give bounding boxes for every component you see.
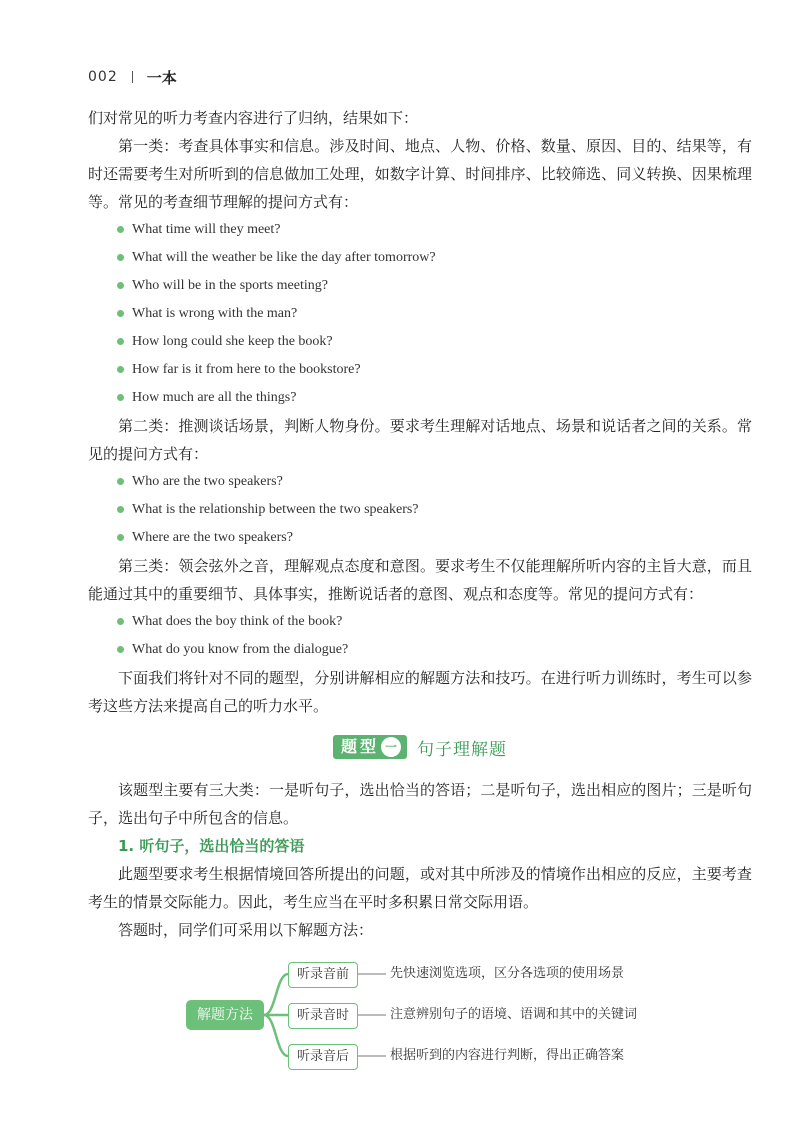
list-item: How far is it from here to the bookstore? (88, 356, 752, 384)
section-badge: 题型 一 (333, 735, 407, 759)
list-item: What time will they meet? (88, 216, 752, 244)
list-item: What will the weather be like the day after tomorrow? (88, 244, 752, 272)
connector-line (264, 974, 288, 1015)
diagram-step-after: 听录音后 (288, 1044, 358, 1070)
paragraph-category-3: 第三类：领会弦外之音，理解观点态度和意图。要求考生不仅能理解所听内容的主旨大意，而且能通过其中的重要细节、具体事实，推断说话者的意图、观点和态度等。常见的提问方式有： (88, 557, 752, 603)
section-heading (88, 734, 752, 760)
bullet-icon (117, 282, 124, 289)
header-divider (132, 71, 133, 83)
bullet-icon (117, 254, 124, 261)
list-item: How much are all the things? (88, 384, 752, 412)
connector-line (264, 1015, 288, 1056)
bullet-icon (117, 506, 124, 513)
paragraph-section-intro: 该题型主要有三大类：一是听句子，选出恰当的答语；二是听句子，选出相应的图片；三是听句子，选出句子中所包含的信息。 (88, 781, 752, 827)
list-item: Who will be in the sports meeting? (88, 272, 752, 300)
list-item: What is wrong with the man? (88, 300, 752, 328)
bullet-icon (117, 226, 124, 233)
bullet-icon (117, 618, 124, 625)
bullet-icon (117, 534, 124, 541)
page-content (88, 104, 752, 944)
list-item: What do you know from the dialogue? (88, 636, 752, 664)
paragraph-method-intro: 答题时，同学们可采用以下解题方法： (118, 921, 374, 939)
section-title: 句子理解题 (417, 739, 507, 760)
bullet-icon (117, 646, 124, 653)
question-list-detail (88, 216, 752, 412)
list-item: What is the relationship between the two speakers? (88, 496, 752, 524)
bullet-icon (117, 394, 124, 401)
method-diagram (180, 958, 680, 1078)
page-header (88, 66, 177, 88)
paragraph-category-2: 第二类：推测谈话场景，判断人物身份。要求考生理解对话地点、场景和说话者之间的关系。常见的提问方式有： (88, 417, 752, 463)
bullet-icon (117, 310, 124, 317)
list-item: How long could she keep the book? (88, 328, 752, 356)
list-item: What does the boy think of the book? (88, 608, 752, 636)
diagram-step-before: 听录音前 (288, 962, 358, 988)
paragraph-subsection-desc: 此题型要求考生根据情境回答所提出的问题，或对其中所涉及的情境作出相应的反应，主要考查考生的情景交际能力。因此，考生应当在平时多积累日常交际用语。 (88, 865, 752, 911)
page-number: 002 (88, 69, 118, 85)
list-item: Where are the two speakers? (88, 524, 752, 552)
bullet-icon (117, 338, 124, 345)
bullet-icon (117, 366, 124, 373)
subsection-heading: 1. 听句子，选出恰当的答语 (118, 837, 305, 855)
section-number-circle: 一 (381, 737, 401, 757)
bullet-icon (117, 478, 124, 485)
question-list-attitude (88, 608, 752, 664)
paragraph-intro: 们对常见的听力考查内容进行了归纳，结果如下： (88, 109, 419, 127)
diagram-step-desc: 注意辨别句子的语境、语调和其中的关键词 (390, 1007, 638, 1022)
paragraph-category-1: 第一类：考查具体事实和信息。涉及时间、地点、人物、价格、数量、原因、目的、结果等，有时还需要考生对所听到的信息做加工处理，如数字计算、时间排序、比较筛选、同义转换、因果梳理等。常见的考查细节理解的提问方式有： (88, 137, 752, 211)
question-list-scene (88, 468, 752, 552)
list-item: Who are the two speakers? (88, 468, 752, 496)
diagram-step-desc: 根据听到的内容进行判断，得出正确答案 (390, 1048, 625, 1063)
diagram-center-node: 解题方法 (186, 1000, 264, 1030)
paragraph-transition: 下面我们将针对不同的题型，分别讲解相应的解题方法和技巧。在进行听力训练时，考生可以参考这些方法来提高自己的听力水平。 (88, 669, 752, 715)
book-title-logo: 一本 (146, 68, 177, 87)
diagram-step-during: 听录音时 (288, 1003, 358, 1029)
diagram-step-desc: 先快速浏览选项，区分各选项的使用场景 (390, 966, 625, 981)
